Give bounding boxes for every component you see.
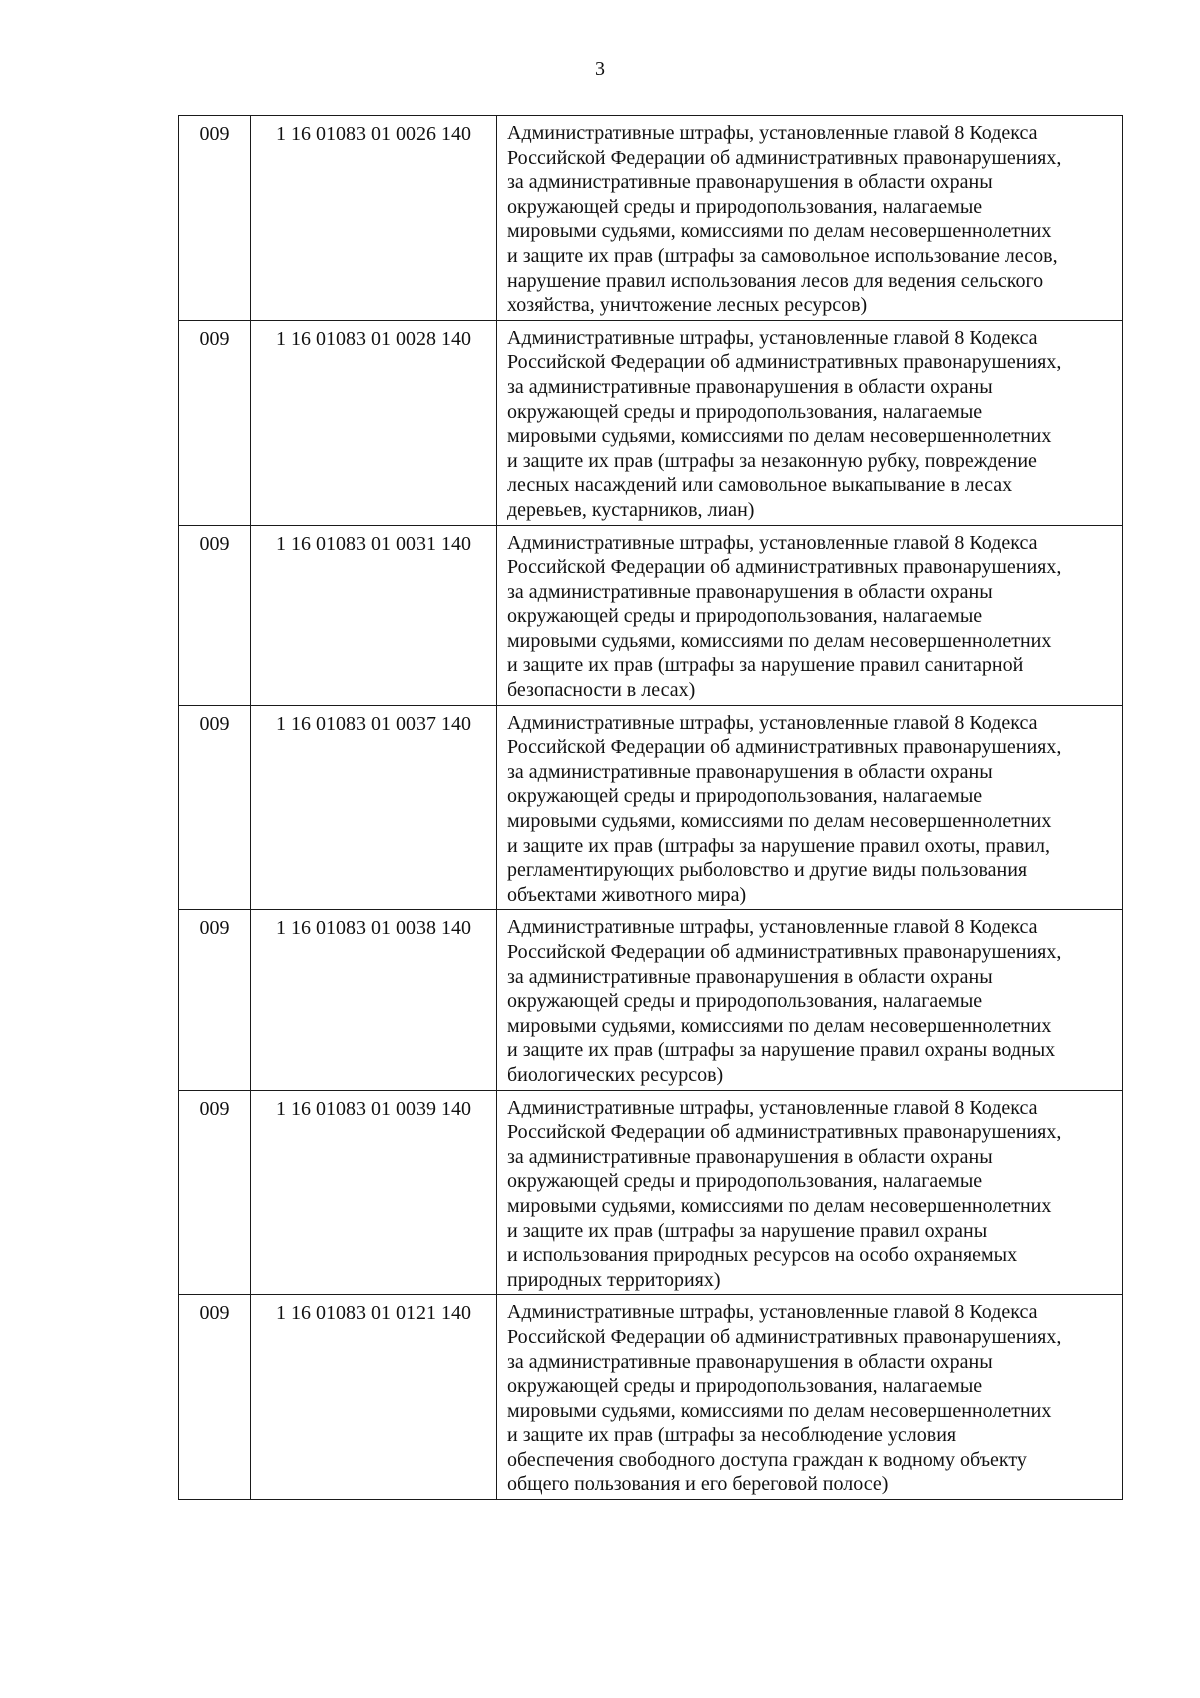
description-line: за административные правонарушения в области охраны <box>507 375 993 398</box>
budget-classification-code-cell: 1 16 01083 01 0121 140 <box>251 1295 497 1500</box>
description-line: Административные штрафы, установленные главой 8 Кодекса <box>507 326 1038 349</box>
description-line: Российской Федерации об административных правонарушениях, <box>507 351 1062 374</box>
description-line: нарушение правил использования лесов для ведения сельского <box>507 269 1044 292</box>
table-row <box>179 1090 1123 1295</box>
description-line: деревьев, кустарников, лиан) <box>507 498 755 521</box>
description-line: Российской Федерации об административных правонарушениях, <box>507 736 1062 759</box>
admin-code-cell: 009 <box>179 910 251 1090</box>
description-line: окружающей среды и природопользования, налагаемые <box>507 195 983 218</box>
admin-code-cell: 009 <box>179 116 251 321</box>
description-line: Административные штрафы, установленные главой 8 Кодекса <box>507 1096 1038 1119</box>
description-line: Административные штрафы, установленные главой 8 Кодекса <box>507 711 1038 734</box>
description-line: Российской Федерации об административных правонарушениях, <box>507 941 1062 963</box>
description-line: за административные правонарушения в области охраны <box>507 580 993 603</box>
description-cell <box>497 705 1123 910</box>
description-line: Административные штрафы, установленные главой 8 Кодекса <box>507 916 1038 939</box>
budget-classification-code-cell: 1 16 01083 01 0039 140 <box>251 1090 497 1295</box>
budget-classification-code-cell: 1 16 01083 01 0037 140 <box>251 705 497 910</box>
description-line: и защите их прав (штрафы за нарушение правил санитарной <box>507 654 1024 677</box>
description-line: регламентирующих рыболовство и другие виды пользования <box>507 859 1028 882</box>
description-line: мировыми судьями, комиссиями по делам несовершеннолетних <box>507 220 1052 243</box>
description-line: окружающей среды и природопользования, налагаемые <box>507 1170 983 1193</box>
admin-code-cell: 009 <box>179 1295 251 1500</box>
description-line: мировыми судьями, комиссиями по делам несовершеннолетних <box>507 425 1052 448</box>
description-cell <box>497 1090 1123 1295</box>
table-row <box>179 525 1123 705</box>
description-line: и защите их прав (штрафы за незаконную рубку, повреждение <box>507 449 1037 472</box>
description-line: и защите их прав (штрафы за нарушение правил охраны <box>507 1219 988 1242</box>
description-line: за административные правонарушения в области охраны <box>507 1350 993 1373</box>
budget-classification-code-cell: 1 16 01083 01 0028 140 <box>251 320 497 525</box>
description-line: лесных насаждений или самовольное выкапывание в лесах <box>507 474 1013 497</box>
description-line: мировыми судьями, комиссиями по делам несовершеннолетних <box>507 1399 1052 1422</box>
description-line: Российской Федерации об административных правонарушениях, <box>507 556 1062 579</box>
admin-code-cell: 009 <box>179 1090 251 1295</box>
description-cell <box>497 525 1123 705</box>
table-row <box>179 705 1123 910</box>
admin-code-cell: 009 <box>179 705 251 910</box>
description-line: обеспечения свободного доступа граждан к водному объекту <box>507 1448 1027 1471</box>
description-line: Российской Федерации об административных правонарушениях, <box>507 1325 1062 1348</box>
description-line: Административные штрафы, установленные главой 8 Кодекса <box>507 531 1038 554</box>
description-line: мировыми судьями, комиссиями по делам несовершеннолетних <box>507 629 1052 652</box>
budget-codes-table <box>178 115 1123 1500</box>
table-row <box>179 910 1123 1090</box>
description-line: и защите их прав (штрафы за самовольное использование лесов, <box>507 244 1058 267</box>
description-line: окружающей среды и природопользования, налагаемые <box>507 990 983 1013</box>
table-row <box>179 1295 1123 1500</box>
table-body <box>179 116 1123 1500</box>
description-line: Российской Федерации об административных правонарушениях, <box>507 1121 1062 1144</box>
admin-code-cell: 009 <box>179 320 251 525</box>
description-line: и защите их прав (штрафы за нарушение правил охраны водных <box>507 1039 1056 1062</box>
description-cell <box>497 1295 1123 1500</box>
description-line: мировыми судьями, комиссиями по делам несовершеннолетних <box>507 1014 1052 1037</box>
description-line: биологических ресурсов) <box>507 1063 724 1086</box>
description-line: окружающей среды и природопользования, налагаемые <box>507 605 983 628</box>
description-line: безопасности в лесах) <box>507 679 696 702</box>
description-line: природных территориях) <box>507 1268 721 1291</box>
description-line: хозяйства, уничтожение лесных ресурсов) <box>507 294 868 317</box>
description-line: за административные правонарушения в области охраны <box>507 760 993 783</box>
description-line: Административные штрафы, установленные главой 8 Кодекса <box>507 122 1038 144</box>
description-line: и защите их прав (штрафы за несоблюдение условия <box>507 1424 957 1447</box>
description-line: за административные правонарушения в области охраны <box>507 1145 993 1168</box>
description-cell <box>497 116 1123 321</box>
description-cell <box>497 320 1123 525</box>
description-line: окружающей среды и природопользования, налагаемые <box>507 400 983 423</box>
budget-classification-code-cell: 1 16 01083 01 0026 140 <box>251 116 497 321</box>
description-line: мировыми судьями, комиссиями по делам несовершеннолетних <box>507 1194 1052 1217</box>
description-line: за административные правонарушения в области охраны <box>507 965 993 988</box>
description-line: Административные штрафы, установленные главой 8 Кодекса <box>507 1301 1038 1324</box>
admin-code-cell: 009 <box>179 525 251 705</box>
description-line: мировыми судьями, комиссиями по делам несовершеннолетних <box>507 810 1052 833</box>
description-line: окружающей среды и природопользования, налагаемые <box>507 1375 983 1398</box>
description-line: и защите их прав (штрафы за нарушение правил охоты, правил, <box>507 834 1050 857</box>
description-line: за административные правонарушения в области охраны <box>507 171 993 194</box>
description-line: окружающей среды и природопользования, налагаемые <box>507 785 983 808</box>
description-line: общего пользования и его береговой полосе) <box>507 1473 889 1496</box>
budget-classification-code-cell: 1 16 01083 01 0038 140 <box>251 910 497 1090</box>
description-cell <box>497 910 1123 1090</box>
table-row <box>179 116 1123 321</box>
page-number: 3 <box>595 58 605 80</box>
table-row <box>179 320 1123 525</box>
description-line: Российской Федерации об административных правонарушениях, <box>507 146 1062 169</box>
description-line: и использования природных ресурсов на особо охраняемых <box>507 1244 1018 1267</box>
budget-classification-code-cell: 1 16 01083 01 0031 140 <box>251 525 497 705</box>
description-line: объектами животного мира) <box>507 883 747 906</box>
